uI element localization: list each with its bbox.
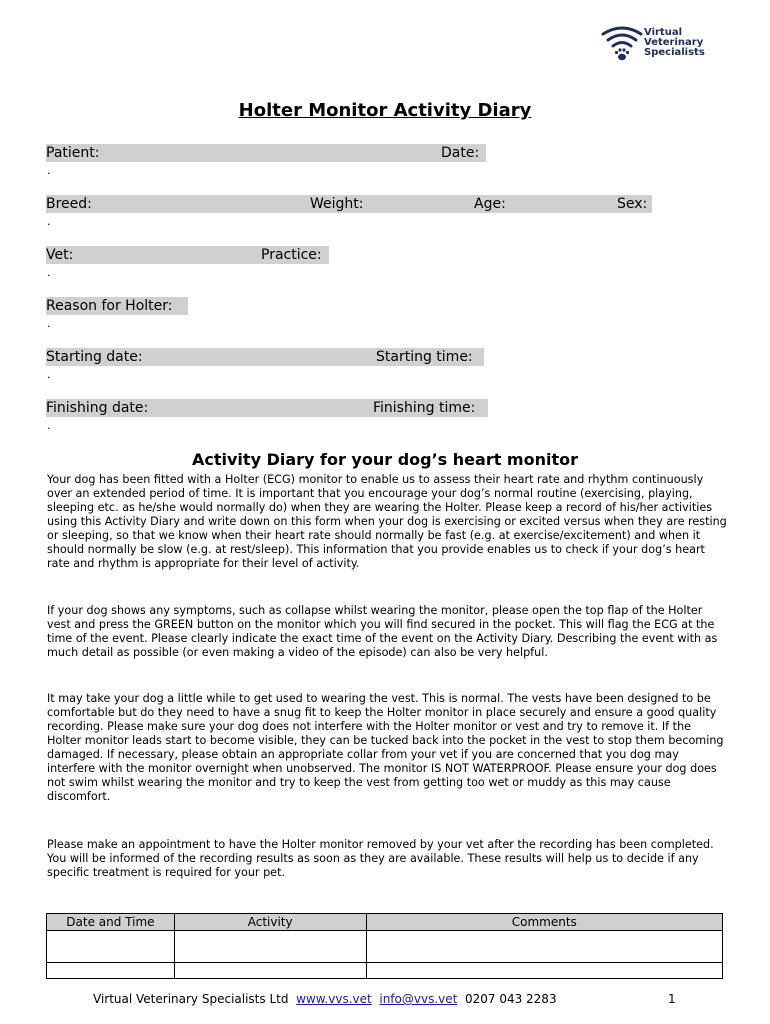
- footer-company: Virtual Veterinary Specialists Ltd: [93, 992, 289, 1006]
- sex-label: Sex:: [617, 196, 648, 212]
- patient-marker: .: [47, 164, 51, 177]
- starting-marker: .: [47, 368, 51, 381]
- header-activity: Activity: [174, 914, 366, 931]
- finishing-row[interactable]: [46, 399, 488, 417]
- table-row: [47, 931, 723, 963]
- date-label: Date:: [441, 145, 480, 161]
- cell-date-time[interactable]: [47, 931, 175, 963]
- vest-paragraph: It may take your dog a little while to get used to wearing the vest. This is normal. The vests have been designed to be comfortable but do they need to have a snug fit to keep the Holter monitor in place securely and ensure a good quality recording. Please make sure your dog does not interfere with the Holter monitor or vest and try to remove it. If the Holter monitor leads start to become visible, they can be tucked back into the pocket in the vest to stop them becoming damaged. If necessary, please obtain an appropriate collar from your vet if you are concerned that you dog may interfere with the monitor overnight when unobserved. The monitor IS NOT WATERPROOF. Please ensure your dog does not swim whilst wearing the monitor and try to keep the vest from getting too wet or muddy as this may cause discomfort.: [47, 692, 724, 803]
- footer-phone: 0207 043 2283: [464, 992, 557, 1006]
- reason-label: Reason for Holter:: [46, 298, 173, 314]
- vet-label: Vet:: [46, 247, 74, 263]
- logo-text: [644, 28, 705, 58]
- finishing-time-label: Finishing time:: [373, 400, 476, 416]
- breed-row[interactable]: [46, 195, 652, 213]
- breed-label: Breed:: [46, 196, 92, 212]
- breed-marker: .: [47, 215, 51, 228]
- reason-row[interactable]: [46, 297, 188, 315]
- vet-row[interactable]: [46, 246, 329, 264]
- weight-label: Weight:: [310, 196, 364, 212]
- vet-marker: .: [47, 266, 51, 279]
- company-logo: [600, 24, 720, 64]
- table-header-row: [47, 914, 723, 931]
- footer-email-link[interactable]: info@vvs.vet: [379, 992, 458, 1006]
- header-comments: Comments: [366, 914, 722, 931]
- reason-marker: .: [47, 317, 51, 330]
- logo-line-2: Veterinary: [644, 37, 704, 48]
- cell-date-time[interactable]: [47, 963, 175, 979]
- page-title: Holter Monitor Activity Diary: [238, 100, 532, 121]
- intro-paragraph: Your dog has been fitted with a Holter (ECG) monitor to enable us to assess their heart rate and rhythm continuously over an extended period of time. It is important that you encourage your dog’s normal routine (exercising, playing, sleeping etc. as he/she would normally do) when they are wearing the Holter. Please keep a record of his/her activities using this Activity Diary and write down on this form when your dog is exercising or excited versus when they are resting or sleeping, so that we know when their heart rate should normally be fast (e.g. at exercise/excitement) and when it should normally be slow (e.g. at rest/sleep). This information that you provide enables us to check if your dog’s heart rate and rhythm is appropriate for their level of activity.: [47, 473, 727, 570]
- page-number: 1: [668, 992, 676, 1006]
- cell-comments[interactable]: [366, 931, 722, 963]
- logo-line-1: Virtual: [644, 27, 682, 38]
- cell-activity[interactable]: [174, 963, 366, 979]
- starting-date-label: Starting date:: [46, 349, 143, 365]
- appointment-paragraph: Please make an appointment to have the Holter monitor removed by your vet after the recording has been completed. You will be informed of the recording results as soon as they are available. These results will help us to decide if any specific treatment is required for your pet.: [47, 838, 714, 879]
- header-date-time: Date and Time: [47, 914, 175, 931]
- activity-diary-table: [46, 913, 723, 979]
- symptoms-paragraph: If your dog shows any symptoms, such as collapse whilst wearing the monitor, please open the top flap of the Holter vest and press the GREEN button on the monitor which you will find secured in the pocket. This will flag the ECG at the time of the event. Please clearly indicate the exact time of the event on the Activity Diary. Describing the event with as much detail as possible (or even making a video of the episode) can also be very helpful.: [47, 604, 718, 659]
- starting-time-label: Starting time:: [376, 349, 473, 365]
- table-row: [47, 963, 723, 979]
- finishing-marker: .: [47, 419, 51, 432]
- logo-line-3: Specialists: [644, 47, 705, 58]
- cell-comments[interactable]: [366, 963, 722, 979]
- patient-row[interactable]: [46, 144, 486, 162]
- footer-website-link[interactable]: www.vvs.vet: [296, 992, 372, 1006]
- section-title: Activity Diary for your dog’s heart monitor: [192, 450, 578, 469]
- practice-label: Practice:: [261, 247, 322, 263]
- finishing-date-label: Finishing date:: [46, 400, 149, 416]
- cell-activity[interactable]: [174, 931, 366, 963]
- patient-label: Patient:: [46, 145, 100, 161]
- age-label: Age:: [474, 196, 506, 212]
- wifi-paw-icon: [600, 24, 644, 64]
- footer: [93, 992, 557, 1006]
- starting-row[interactable]: [46, 348, 484, 366]
